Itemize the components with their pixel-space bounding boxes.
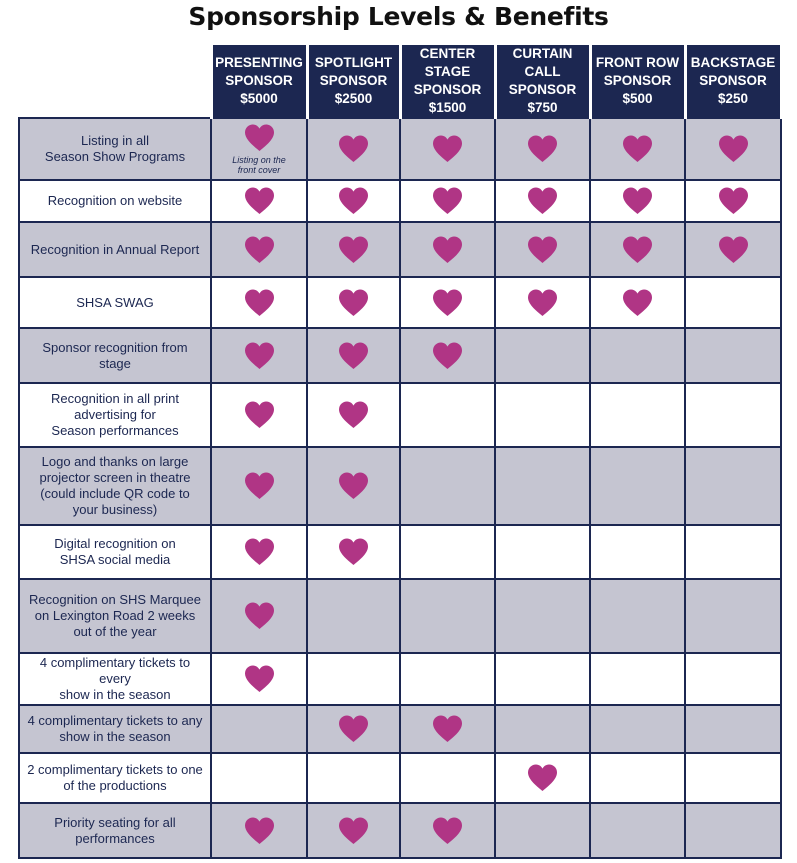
- benefit-cell: [590, 525, 685, 579]
- header-corner: [19, 45, 211, 118]
- benefit-cell: [307, 118, 400, 180]
- benefit-cell: [590, 803, 685, 858]
- benefit-row: [19, 180, 781, 222]
- heart-icon: [337, 471, 370, 501]
- benefit-row: [19, 803, 781, 858]
- level-name-line: CENTER STAGE: [419, 46, 476, 79]
- benefit-label-line: Season Show Programs: [44, 149, 186, 164]
- benefit-cell: [495, 653, 590, 705]
- heart-icon: [526, 288, 559, 318]
- benefit-cell: [307, 180, 400, 222]
- benefit-label: [19, 705, 211, 753]
- benefit-label: [19, 222, 211, 277]
- heart-icon: [717, 186, 750, 216]
- heart-icon: [243, 816, 276, 846]
- benefit-cell: [685, 277, 781, 328]
- benefit-cell: [400, 525, 495, 579]
- benefit-label-line: 4 complimentary tickets to every: [39, 655, 191, 686]
- benefit-cell: [211, 180, 307, 222]
- benefit-label-line: Season performances: [51, 423, 179, 438]
- level-name-line: FRONT ROW: [595, 55, 680, 70]
- benefit-row: [19, 705, 781, 753]
- benefit-cell: [590, 277, 685, 328]
- benefit-cell: [211, 705, 307, 753]
- benefit-cell: [590, 753, 685, 803]
- benefit-label-line: 2 complimentary tickets to one: [27, 762, 203, 777]
- heart-icon: [337, 400, 370, 430]
- benefit-row: [19, 118, 781, 180]
- heart-icon: [621, 186, 654, 216]
- benefit-cell: [307, 328, 400, 383]
- benefit-label-line: show in the season: [59, 687, 171, 702]
- benefit-label: [19, 653, 211, 705]
- benefit-label: [19, 803, 211, 858]
- benefit-cell: [400, 222, 495, 277]
- benefit-row: [19, 328, 781, 383]
- benefit-cell: [685, 803, 781, 858]
- benefit-cell: [685, 383, 781, 447]
- benefit-cell: [211, 118, 307, 180]
- level-header: [685, 45, 781, 118]
- benefit-label: [19, 180, 211, 222]
- level-price: $250: [717, 91, 749, 106]
- benefit-label-line: Sponsor recognition from stage: [42, 339, 188, 371]
- benefit-cell: [590, 653, 685, 705]
- level-header: [590, 45, 685, 118]
- benefit-cell: [211, 277, 307, 328]
- benefit-cell: [400, 328, 495, 383]
- heart-icon: [337, 235, 370, 265]
- benefit-cell: [307, 653, 400, 705]
- heart-icon: [243, 601, 276, 631]
- benefit-cell: [590, 705, 685, 753]
- benefit-cell: [400, 118, 495, 180]
- benefit-row: [19, 222, 781, 277]
- benefit-cell: [211, 803, 307, 858]
- benefit-label: [19, 277, 211, 328]
- heart-icon: [431, 714, 464, 744]
- heart-icon: [526, 134, 559, 164]
- benefit-cell: [685, 180, 781, 222]
- benefit-cell: [590, 447, 685, 525]
- level-header-row: [19, 45, 781, 118]
- benefit-label-line: (could include QR code to: [40, 486, 190, 501]
- benefit-label: [19, 328, 211, 383]
- benefit-cell: [211, 222, 307, 277]
- benefit-label: [19, 383, 211, 447]
- heart-icon: [431, 186, 464, 216]
- benefit-cell: [495, 525, 590, 579]
- level-name-line: SPOTLIGHT: [314, 55, 393, 70]
- benefit-cell: [211, 447, 307, 525]
- benefit-cell: [307, 705, 400, 753]
- heart-icon: [431, 341, 464, 371]
- benefit-cell: [590, 222, 685, 277]
- benefit-cell: [211, 579, 307, 653]
- benefit-cell: [495, 118, 590, 180]
- level-name-line: SPONSOR: [225, 73, 293, 88]
- level-name-line: CURTAIN CALL: [512, 46, 573, 79]
- level-name-line: SPONSOR: [603, 73, 672, 88]
- level-name-line: SPONSOR: [699, 73, 767, 88]
- heart-icon: [243, 186, 276, 216]
- benefit-cell: [307, 579, 400, 653]
- heart-icon: [337, 537, 370, 567]
- benefit-cell: [307, 753, 400, 803]
- heart-icon: [526, 763, 559, 793]
- benefit-label-line: 4 complimentary tickets to any: [27, 713, 203, 728]
- benefit-label-line: projector screen in theatre: [39, 470, 191, 485]
- heart-icon: [717, 235, 750, 265]
- benefit-label-line: Listing in all: [81, 133, 149, 148]
- benefit-label: [19, 579, 211, 653]
- benefit-cell: [211, 753, 307, 803]
- benefit-label-line: performances: [75, 830, 155, 846]
- benefit-cell: [400, 447, 495, 525]
- heart-icon: [621, 134, 654, 164]
- benefit-label-line: Logo and thanks on large: [41, 454, 189, 469]
- benefit-cell: [495, 328, 590, 383]
- benefit-cell: [590, 579, 685, 653]
- benefit-row: [19, 525, 781, 579]
- benefit-cell: [400, 277, 495, 328]
- benefit-cell: [307, 383, 400, 447]
- heart-icon: [526, 235, 559, 265]
- benefit-cell: [211, 653, 307, 705]
- benefit-cell: [495, 447, 590, 525]
- benefit-row: [19, 277, 781, 328]
- heart-icon: [526, 186, 559, 216]
- benefit-label-line: Recognition on website: [47, 193, 183, 208]
- benefit-cell: [495, 579, 590, 653]
- heart-icon: [243, 288, 276, 318]
- benefit-cell: [211, 383, 307, 447]
- level-name-line: SPONSOR: [413, 82, 482, 97]
- benefit-label-line: Recognition in all print: [51, 391, 179, 406]
- level-price: $2500: [334, 91, 373, 106]
- benefit-cell: [685, 579, 781, 653]
- page-title: Sponsorship Levels & Benefits: [188, 2, 609, 31]
- heart-icon: [431, 816, 464, 846]
- heart-icon: [243, 664, 276, 694]
- level-name-line: PRESENTING: [215, 55, 303, 70]
- benefit-cell: [400, 753, 495, 803]
- sponsorship-table: [18, 45, 783, 859]
- benefit-label-line: Digital recognition on: [54, 536, 176, 551]
- level-price: $5000: [240, 91, 278, 106]
- level-name-line: SPONSOR: [319, 73, 388, 88]
- heart-icon: [243, 537, 276, 567]
- benefit-cell: [685, 447, 781, 525]
- benefit-label-line: of the productions: [63, 778, 167, 793]
- level-name-line: BACKSTAGE: [690, 55, 776, 70]
- benefit-label-line: your business): [72, 502, 158, 517]
- benefit-row: [19, 447, 781, 525]
- heart-icon: [621, 288, 654, 318]
- benefit-cell: [495, 222, 590, 277]
- benefit-cell: [495, 803, 590, 858]
- level-name-line: SPONSOR: [508, 82, 577, 97]
- benefit-cell: [685, 653, 781, 705]
- benefit-note: [212, 155, 306, 175]
- benefit-note-line: Listing on the: [232, 155, 286, 165]
- benefit-row: [19, 753, 781, 803]
- benefit-label-line: out of the year: [73, 624, 157, 639]
- benefit-label: [19, 525, 211, 579]
- benefit-cell: [590, 383, 685, 447]
- benefit-cell: [400, 180, 495, 222]
- benefit-cell: [400, 653, 495, 705]
- benefit-cell: [685, 525, 781, 579]
- benefit-cell: [400, 579, 495, 653]
- heart-icon: [337, 816, 370, 846]
- benefit-cell: [685, 328, 781, 383]
- benefit-cell: [685, 118, 781, 180]
- heart-icon: [337, 288, 370, 318]
- benefit-note-line: front cover: [237, 165, 281, 175]
- benefit-label-line: SHSA SWAG: [76, 294, 154, 310]
- benefit-label-line: Recognition in Annual Report: [30, 241, 200, 257]
- level-price: $750: [527, 100, 558, 115]
- benefit-cell: [211, 525, 307, 579]
- benefit-label: [19, 753, 211, 803]
- benefit-cell: [495, 383, 590, 447]
- benefit-label: [19, 118, 211, 180]
- level-header: [307, 45, 400, 118]
- benefit-cell: [685, 222, 781, 277]
- benefit-cell: [307, 525, 400, 579]
- benefit-cell: [307, 803, 400, 858]
- benefit-label-line: on Lexington Road 2 weeks: [34, 608, 196, 623]
- benefit-cell: [307, 277, 400, 328]
- benefit-label-line: Priority seating for all: [54, 814, 176, 830]
- benefit-cell: [495, 753, 590, 803]
- benefit-label-line: Recognition on SHS Marquee: [29, 592, 201, 607]
- heart-icon: [337, 186, 370, 216]
- level-price: $500: [622, 91, 653, 106]
- heart-icon: [431, 134, 464, 164]
- benefit-cell: [590, 118, 685, 180]
- heart-icon: [337, 134, 370, 164]
- heart-icon: [243, 123, 276, 153]
- benefit-label-line: advertising for: [74, 407, 156, 422]
- level-price: $1500: [428, 100, 467, 115]
- heart-icon: [243, 341, 276, 371]
- benefit-cell: [307, 447, 400, 525]
- heart-icon: [717, 134, 750, 164]
- heart-icon: [431, 235, 464, 265]
- benefit-row: [19, 579, 781, 653]
- benefit-cell: [495, 705, 590, 753]
- heart-icon: [243, 471, 276, 501]
- benefit-label: [19, 447, 211, 525]
- benefit-cell: [590, 180, 685, 222]
- heart-icon: [243, 235, 276, 265]
- benefit-row: [19, 383, 781, 447]
- benefit-cell: [685, 753, 781, 803]
- benefit-cell: [211, 328, 307, 383]
- heart-icon: [243, 400, 276, 430]
- benefit-label-line: SHSA social media: [59, 552, 171, 567]
- benefit-label-line: show in the season: [59, 729, 171, 744]
- heart-icon: [621, 235, 654, 265]
- benefit-cell: [307, 222, 400, 277]
- heart-icon: [337, 714, 370, 744]
- benefit-row: [19, 653, 781, 705]
- benefit-cell: [685, 705, 781, 753]
- benefit-cell: [495, 180, 590, 222]
- level-header: [211, 45, 307, 118]
- level-header: [495, 45, 590, 118]
- benefit-cell: [590, 328, 685, 383]
- level-header: [400, 45, 495, 118]
- benefit-cell: [495, 277, 590, 328]
- heart-icon: [337, 341, 370, 371]
- benefit-cell: [400, 705, 495, 753]
- heart-icon: [431, 288, 464, 318]
- benefit-cell: [400, 383, 495, 447]
- benefit-cell: [400, 803, 495, 858]
